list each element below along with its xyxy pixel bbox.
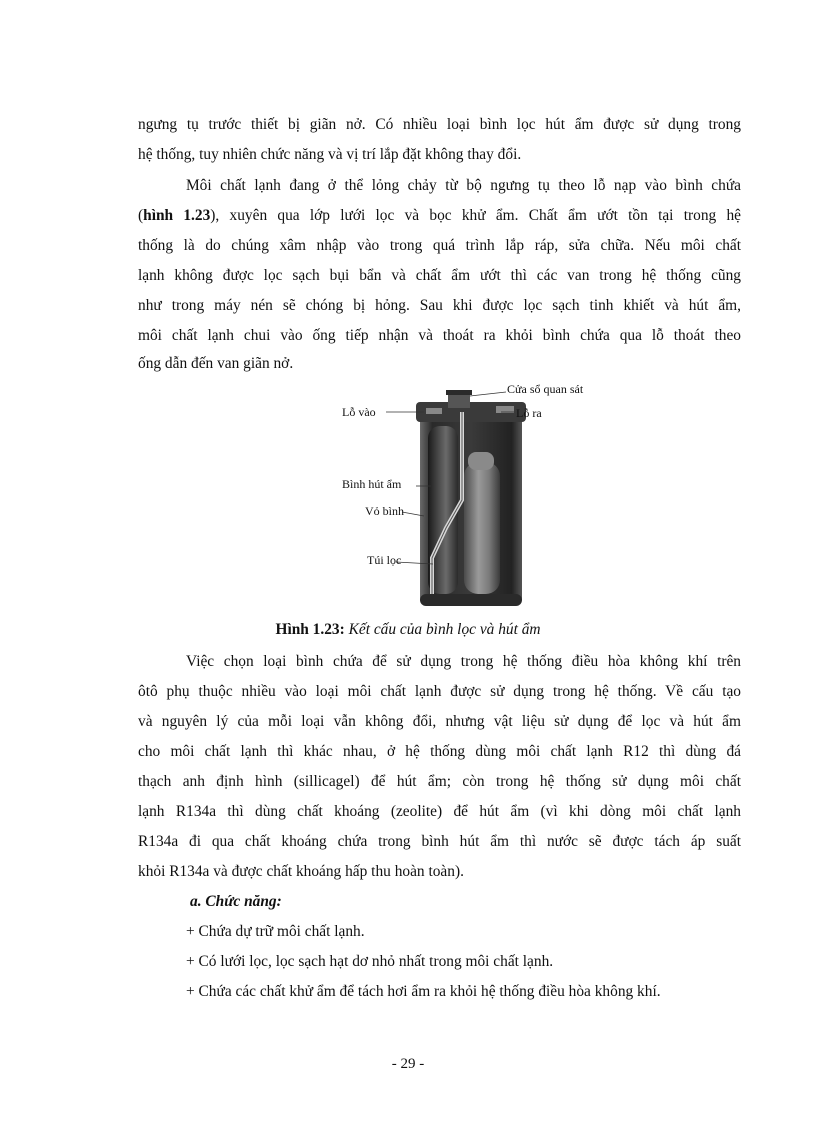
sight-glass-window: [446, 390, 472, 395]
section-heading: a. Chức năng:: [190, 893, 282, 910]
inlet-port: [426, 408, 442, 414]
figure-caption: [0, 621, 816, 639]
label-sight-window: Cửa sổ quan sát: [507, 382, 584, 396]
paragraph-line: khỏi R134a và được chất khoáng hấp thu hoàn toàn).: [138, 863, 464, 880]
desiccant-bag-top: [468, 452, 494, 470]
paragraph-line: [138, 206, 741, 226]
paragraph-line: thạch anh định hình (sillicagel) để hút ẩm; còn trong hệ thống sử dụng môi chất: [138, 773, 741, 790]
paragraph-line: lạnh R134a thì dùng chất khoáng (zeolite) để hút ẩm (vì khi dòng môi chất lạnh: [138, 803, 741, 820]
label-outlet: Lỗ ra: [516, 406, 542, 420]
list-item: + Chứa các chất khử ẩm để tách hơi ẩm ra khỏi hệ thống điều hòa không khí.: [186, 983, 661, 1000]
label-filter-bag: Túi lọc: [367, 553, 402, 567]
list-item: + Có lưới lọc, lọc sạch hạt dơ nhỏ nhất trong môi chất lạnh.: [186, 953, 554, 970]
paragraph-line: hệ thống, tuy nhiên chức năng và vị trí lắp đặt không thay đổi.: [138, 146, 522, 163]
desiccant-bag: [464, 462, 500, 594]
paragraph-line: ôtô phụ thuộc nhiều vào loại môi chất lạnh được sử dụng trong hệ thống. Về cấu tạo: [138, 683, 741, 700]
figure-reference: hình 1.23: [143, 207, 211, 224]
paragraph-line: Môi chất lạnh đang ở thể lỏng chảy từ bộ ngưng tụ theo lỗ nạp vào bình chứa: [186, 177, 741, 194]
paragraph-line: môi chất lạnh chui vào ống tiếp nhận và thoát ra khỏi bình chứa qua lỗ thoát theo: [138, 327, 741, 344]
paragraph-line: như trong máy nén sẽ chóng bị hỏng. Sau khi được lọc sạch tinh khiết và hút ẩm,: [138, 297, 741, 314]
label-inlet: Lỗ vào: [342, 405, 376, 419]
paragraph-line: Việc chọn loại bình chứa để sử dụng trong hệ thống điều hòa không khí trên: [186, 653, 741, 670]
paren-open: (: [138, 207, 144, 224]
paragraph-line: R134a đi qua chất khoáng chứa trong bình hút ẩm thì nước sẽ được tách áp suất: [138, 833, 741, 850]
shell-bottom: [420, 594, 522, 606]
paragraph-line: ngưng tụ trước thiết bị giãn nở. Có nhiều loại bình lọc hút ẩm được sử dụng trong: [138, 116, 741, 133]
label-shell: Vỏ bình: [365, 504, 404, 518]
paragraph-line: cho môi chất lạnh thì khác nhau, ở hệ thống dùng môi chất lạnh R12 thì dùng đá: [138, 743, 741, 760]
paragraph-text: ), xuyên qua lớp lưới lọc và bọc khử ẩm. Chất ẩm ướt tồn tại trong hệ: [210, 207, 741, 224]
caption-text: Kết cấu của bình lọc và hút ẩm: [348, 621, 541, 638]
paragraph-line: và nguyên lý của mỗi loại vẫn không đổi, nhưng vật liệu sử dụng để lọc và hút ẩm: [138, 713, 741, 730]
caption-label: Hình 1.23:: [275, 621, 345, 638]
paragraph-line: lạnh không được lọc sạch bụi bẩn và chất ẩm ướt thì các van trong hệ thống cũng: [138, 267, 741, 284]
leader-window: [470, 392, 506, 396]
paragraph-line: thống là do chúng xâm nhập vào trong quá trình lắp ráp, sửa chữa. Nếu môi chất: [138, 237, 741, 254]
page-number: - 29 -: [391, 1056, 425, 1072]
receiver-drier-figure: [336, 382, 584, 610]
paragraph-line: ống dẫn đến van giãn nở.: [138, 355, 294, 372]
list-item: + Chứa dự trữ môi chất lạnh.: [186, 923, 365, 940]
label-desiccant: Bình hút ẩm: [342, 477, 402, 491]
